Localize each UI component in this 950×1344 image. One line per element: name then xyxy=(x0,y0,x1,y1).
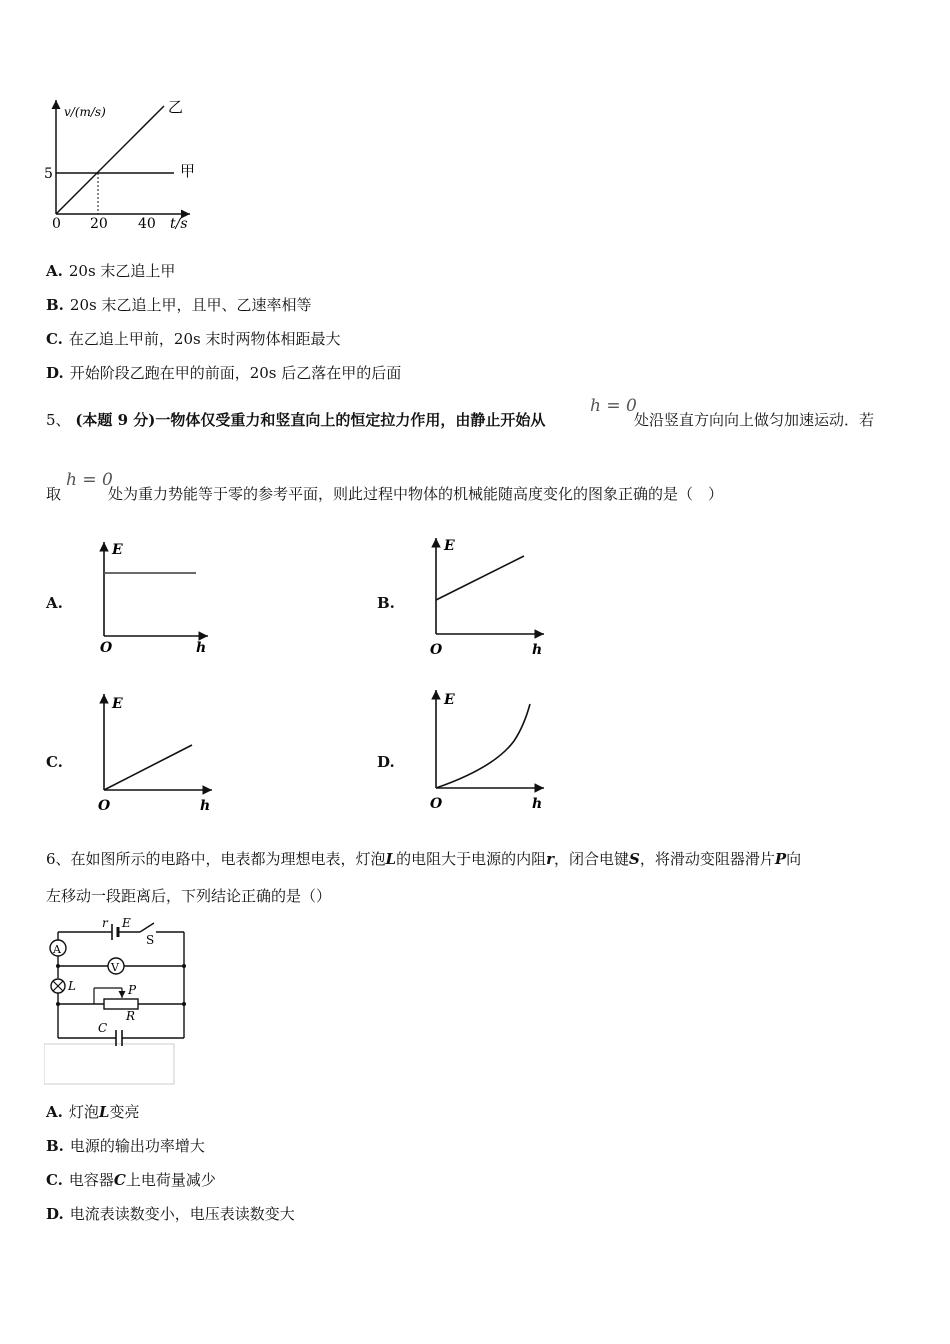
q5-line-2a: 取 xyxy=(46,485,62,503)
svg-text:E: E xyxy=(122,916,131,930)
svg-text:C: C xyxy=(98,1021,108,1035)
q6-option-d: D. 电流表读数变小，电压表读数变大 xyxy=(46,1205,295,1223)
svg-text:E: E xyxy=(444,692,455,708)
vt-ytick: 5 xyxy=(44,166,53,182)
q5-graph-c xyxy=(92,690,222,816)
svg-text:h: h xyxy=(532,642,543,658)
q6-option-a: A. 灯泡L变亮 xyxy=(46,1103,140,1121)
vt-line-yi xyxy=(56,106,164,214)
q6-option-c: C. 电容器C上电荷量减少 xyxy=(46,1171,216,1189)
q6-option-b: B. 电源的输出功率增大 xyxy=(46,1137,205,1155)
q4-option-b: B. 20s 末乙追上甲，且甲、乙速率相等 xyxy=(46,296,312,314)
svg-text:E: E xyxy=(112,696,123,712)
svg-text:V: V xyxy=(111,961,119,974)
svg-text:P: P xyxy=(128,983,137,997)
q5-graph-b xyxy=(424,532,554,658)
q5-graph-d-curve xyxy=(436,704,530,788)
svg-text:O: O xyxy=(100,640,113,656)
q5-option-d-label: D. xyxy=(377,753,395,771)
q5-math-1: h = 0 xyxy=(590,396,637,416)
q5-option-c-label: C. xyxy=(46,753,63,771)
q5-graph-d xyxy=(424,686,554,816)
svg-text:E: E xyxy=(112,542,123,558)
q6-circuit xyxy=(44,914,194,1086)
q5-line-1b: 处沿竖直方向向上做匀加速运动．若 xyxy=(634,411,875,429)
svg-text:E: E xyxy=(444,538,455,554)
rheostat-icon xyxy=(104,999,138,1009)
vt-xtick-20: 20 xyxy=(90,216,108,232)
vt-xlabel: t/s xyxy=(170,216,188,232)
q4-option-d: D. 开始阶段乙跑在甲的前面，20s 后乙落在甲的后面 xyxy=(46,364,402,382)
svg-text:r: r xyxy=(102,916,108,930)
q5-graph-b-line xyxy=(436,556,524,600)
q5-option-a-label: A. xyxy=(46,594,63,612)
svg-text:A: A xyxy=(53,943,61,956)
vt-xtick-0: 0 xyxy=(52,216,61,232)
q5-graph-a xyxy=(92,536,222,658)
svg-text:O: O xyxy=(98,798,111,814)
q4-option-a: A. 20s 末乙追上甲 xyxy=(46,262,176,280)
vt-ylabel: v/(m/s) xyxy=(64,105,106,119)
vt-label-jia: 甲 xyxy=(180,162,196,180)
svg-text:O: O xyxy=(430,796,443,812)
q6-line-2: 左移动一段距离后，下列结论正确的是（） xyxy=(46,887,332,905)
q5-line-1a: 5、 (本题 9 分)一物体仅受重力和竖直向上的恒定拉力作用，由静止开始从 xyxy=(46,411,546,429)
svg-text:O: O xyxy=(430,642,443,658)
svg-text:h: h xyxy=(200,798,211,814)
switch-blade xyxy=(140,923,154,932)
svg-text:S: S xyxy=(146,933,155,947)
q5-graph-c-line xyxy=(104,745,192,790)
vt-label-yi: 乙 xyxy=(168,98,184,116)
q4-option-c: C. 在乙追上甲前，20s 末时两物体相距最大 xyxy=(46,330,341,348)
vt-graph xyxy=(38,92,208,240)
q5-math-2: h = 0 xyxy=(66,470,113,490)
svg-text:R: R xyxy=(126,1009,136,1023)
vt-xtick-40: 40 xyxy=(138,216,156,232)
svg-text:h: h xyxy=(532,796,543,812)
svg-text:L: L xyxy=(68,979,76,993)
q5-line-2b: 处为重力势能等于零的参考平面，则此过程中物体的机械能随高度变化的图象正确的是（ ） xyxy=(108,485,724,503)
circuit-frame-artifact xyxy=(44,1044,174,1084)
svg-text:h: h xyxy=(196,640,207,656)
q5-option-b-label: B. xyxy=(377,594,395,612)
q6-line-1: 6、在如图所示的电路中，电表都为理想电表，灯泡L的电阻大于电源的内阻r，闭合电键S，将滑动变阻器滑片P向 xyxy=(46,850,802,868)
